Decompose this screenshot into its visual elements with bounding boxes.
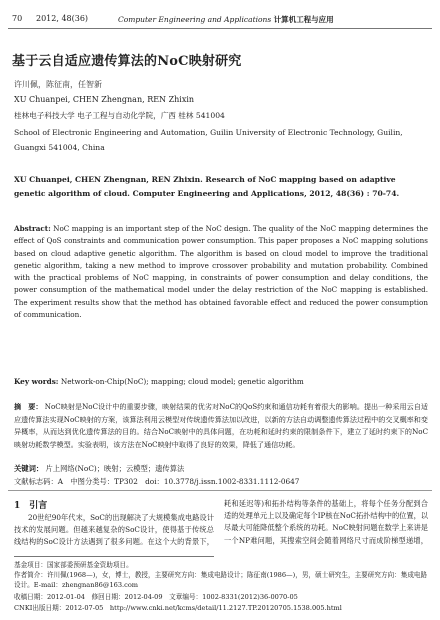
body-left-column bbox=[14, 512, 214, 548]
journal-name-cn: 计算机工程与应用 bbox=[273, 15, 334, 24]
abstract-cn-text: NoC映射是NoC设计中的重要步骤，映射结果的优劣对NoC的QoS约束和通信功耗有着很大的影响。提出一种采用云自适应遗传算法实现NoC映射的方案，该算法利用云模型对传统遗传算法加以改进，以新的方法自动调整遗传算法过程中的交叉概率和变异概率，从而达到优化遗传算法的目的。结合NoC映射中的具体问题，在功耗和延时约束的限制条件下，建立了延时约束下的NoC映射功耗数学模型。实验表明，该方法在NoC映射中取得了良好的效果，降低了通信功耗。 bbox=[14, 402, 429, 449]
abstract-en-label: Abstract: bbox=[14, 224, 51, 233]
abstract-cn-label: 摘 要： bbox=[14, 402, 43, 411]
footnote-dates: 收稿日期：2012-01-04 修回日期：2012-04-09 文章编号：1002-8331(2012)36-0070-05 bbox=[14, 593, 298, 601]
abstract-cn bbox=[14, 401, 428, 451]
body-right-column bbox=[224, 498, 428, 546]
abstract-en bbox=[14, 223, 428, 321]
keywords-en-label: Key words: bbox=[14, 377, 59, 386]
abstract-divider bbox=[8, 490, 432, 491]
affiliation-en: School of Electronic Engineering and Automation, Guilin University of Electronic Technology, Guilin, Guangxi 541004, China bbox=[14, 128, 403, 152]
body-right-paragraph-1: 耗和延迟等)和拓扑结构等条件的基础上，将每个任务分配到合适的处理单元上以及确定每个IP核在NoC拓扑结构中的位置，以尽最大可能降低整个系统的功耗。NoC映射问题在数学上来讲是一个NP难问题，其搜索空间会随着网络尺寸而成阶梯型递增， bbox=[224, 499, 428, 545]
page-header bbox=[0, 0, 440, 30]
section-heading: 1 引言 bbox=[14, 501, 48, 511]
journal-name bbox=[118, 14, 334, 25]
header-divider bbox=[8, 28, 432, 29]
authors-en: XU Chuanpei, CHEN Zhengnan, REN Zhixin bbox=[14, 95, 195, 104]
abstract-en-text: NoC mapping is an important step of the NoC design. The quality of the NoC mapping determines the effect of QoS constraints and communication power consumption. This paper proposes a NoC mapping solutions based on cloud adaptive genetic algorithm. The algorithm is based on cloud model to improve the traditional genetic algorithm, taking a new method to improve crossover probability and mutation probability. Combined with the practical problems of NoC mapping, in constraints of power consumption and delay conditions, the power consumption of the mathematical model under the delay restriction of the NoC mapping is established. The experiment results show that the method has obtained favorable effect and reduced the power consumption of communication. bbox=[14, 224, 428, 320]
footnote-divider bbox=[14, 556, 214, 557]
article-title: 基于云自适应遗传算法的NoC映射研究 bbox=[12, 54, 242, 69]
page-number: 70 bbox=[12, 14, 23, 23]
citation-en: XU Chuanpei, CHEN Zhengnan, REN Zhixin. Research of NoC mapping based on adaptive genetic algorithm of cloud. Computer Engineering and Applications, 2012, 48(36) : 70-74. bbox=[14, 175, 400, 198]
authors-cn: 许川佩，陈征南，任智新 bbox=[14, 80, 102, 89]
volume-issue: 2012, 48(36) bbox=[36, 14, 89, 23]
keywords-en-text: Network-on-Chip(NoC); mapping; cloud model; genetic algorithm bbox=[60, 377, 304, 386]
footnote-fund: 基金项目：国家部委预研基金资助项目。 bbox=[14, 561, 133, 569]
document-codes: 文献标志码：A 中图分类号：TP302 doi：10.3778/j.issn.1002-8331.1112-0647 bbox=[14, 477, 300, 486]
footnote-cnki: CNKI出版日期：2012-07-05 http://www.cnki.net/kcms/detail/11.2127.TP.20120705.1538.005.html bbox=[14, 604, 342, 612]
journal-name-en: Computer Engineering and Applications bbox=[118, 15, 272, 24]
body-left-paragraph-1: 20世纪90年代末，SoC的出现解决了大规模集成电路设计技术的发展问题。但越来越复杂的SoC设计，使得基于传统总线结构的SoC设计方法遇到了很多问题。在这个大的背景下， bbox=[14, 513, 214, 547]
keywords-cn bbox=[14, 464, 184, 474]
keywords-cn-label: 关键词： bbox=[14, 464, 44, 473]
footnote-author-info: 作者简介：许川佩(1968—)，女，博士，教授，主要研究方向：集成电路设计；陈征南(1986—)，男，硕士研究生，主要研究方向：集成电路设计。E-mail：zhengnan86@163.com bbox=[14, 571, 428, 589]
keywords-en bbox=[14, 377, 304, 386]
keywords-cn-text: 片上网络(NoC)；映射；云模型；遗传算法 bbox=[45, 464, 185, 473]
affiliation-cn: 桂林电子科技大学 电子工程与自动化学院，广西 桂林 541004 bbox=[14, 111, 225, 120]
